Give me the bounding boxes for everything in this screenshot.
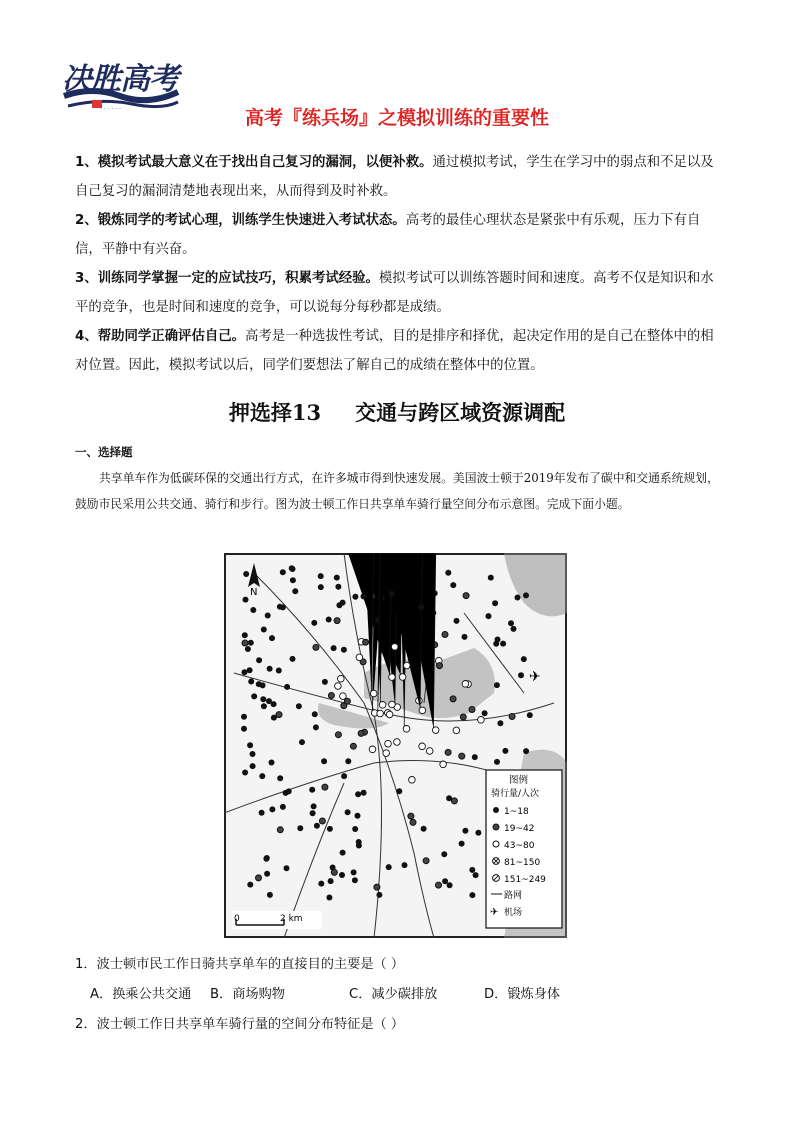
ride-point xyxy=(340,600,346,606)
intro-item-2: 2、锻炼同学的考试心理，训练学生快速进入考试状态。高考的最佳心理状态是紧张中有乐观，压力下有自信，平静中有兴奋。 xyxy=(75,213,701,257)
ride-point xyxy=(408,813,414,819)
ride-point xyxy=(344,698,350,704)
ride-point xyxy=(338,675,345,682)
ride-point xyxy=(358,730,364,736)
ride-point xyxy=(276,668,282,674)
ride-point xyxy=(409,777,416,784)
ride-point xyxy=(248,679,254,685)
ride-point xyxy=(335,732,341,738)
ride-point xyxy=(494,682,500,688)
ride-point xyxy=(243,597,249,603)
ride-point xyxy=(271,701,277,707)
ride-point xyxy=(247,882,253,888)
legend-item-2: 19~42 xyxy=(504,824,535,834)
ride-point xyxy=(404,662,411,669)
ride-point xyxy=(450,582,456,588)
ride-point xyxy=(269,806,275,812)
ride-point xyxy=(445,570,451,576)
ride-point xyxy=(331,645,337,651)
ride-point xyxy=(245,646,251,652)
option-c[interactable]: C．减少碳排放 xyxy=(349,987,438,1002)
ride-point xyxy=(267,666,273,672)
ride-point xyxy=(299,739,305,745)
ride-point xyxy=(488,575,494,581)
ride-point xyxy=(318,573,324,579)
ride-point xyxy=(265,613,271,619)
section-title: 押选择13 交通与跨区域资源调配 xyxy=(228,400,566,425)
ride-point xyxy=(462,828,468,834)
ride-point xyxy=(345,758,351,764)
ride-point xyxy=(509,714,515,720)
ride-point xyxy=(313,644,319,650)
ride-point xyxy=(326,617,332,623)
ride-point xyxy=(383,750,390,757)
question-1-stem: 1．波士顿市民工作日骑共享单车的直接目的主要是（ ） xyxy=(75,957,405,972)
ride-point xyxy=(334,618,340,624)
ride-point xyxy=(352,594,358,600)
ride-point xyxy=(328,878,334,884)
ride-point xyxy=(340,693,347,700)
legend-title: 图例 xyxy=(509,775,529,786)
ride-point xyxy=(447,882,453,888)
ride-point xyxy=(269,635,275,641)
ride-point xyxy=(451,798,457,804)
ride-point xyxy=(475,830,481,836)
option-b[interactable]: B．商场购物 xyxy=(210,987,285,1002)
ride-point xyxy=(469,892,475,898)
legend-item-1: 1~18 xyxy=(504,807,529,817)
ride-point xyxy=(410,819,416,825)
ride-point xyxy=(494,759,500,765)
scale-zero: 0 xyxy=(234,914,240,924)
ride-point xyxy=(267,892,273,898)
ride-point xyxy=(361,593,367,599)
intro-section xyxy=(75,148,725,380)
ride-point xyxy=(339,872,345,878)
ride-point xyxy=(242,640,248,646)
ride-point xyxy=(389,591,395,597)
ride-point xyxy=(284,865,290,871)
ride-point xyxy=(363,639,369,645)
legend-item-5: 151~249 xyxy=(504,875,546,885)
ride-point xyxy=(280,804,286,810)
ride-point xyxy=(341,647,347,653)
ride-point xyxy=(322,784,328,790)
ride-point xyxy=(421,826,427,832)
ride-point xyxy=(310,810,316,816)
ride-point xyxy=(341,773,347,779)
ride-point xyxy=(459,753,465,759)
ride-point xyxy=(256,875,262,881)
ride-point xyxy=(335,683,342,690)
ride-point xyxy=(441,851,447,857)
ride-point xyxy=(247,667,253,673)
ride-point xyxy=(328,693,334,699)
ride-point xyxy=(276,712,282,718)
ride-point xyxy=(284,684,290,690)
ride-point xyxy=(442,878,448,884)
ride-point xyxy=(453,727,460,734)
ride-point xyxy=(309,787,315,793)
ride-point xyxy=(497,720,503,726)
option-a[interactable]: A．换乘公共交通 xyxy=(90,987,192,1002)
ride-point xyxy=(523,592,529,598)
ride-point xyxy=(334,575,340,581)
option-d[interactable]: D．锻炼身体 xyxy=(484,987,561,1002)
ride-point xyxy=(312,711,318,717)
ride-point xyxy=(283,790,289,796)
ride-point xyxy=(437,663,443,669)
ride-point xyxy=(242,669,248,675)
ride-point xyxy=(459,841,465,847)
ride-point xyxy=(521,656,527,662)
ride-point xyxy=(340,850,346,856)
airport-icon: ✈ xyxy=(529,669,541,685)
ride-point xyxy=(389,701,396,708)
ride-point xyxy=(269,760,275,766)
question-type: 一、选择题 xyxy=(75,445,133,459)
ride-point xyxy=(402,862,408,868)
ride-point xyxy=(386,864,392,870)
ride-point xyxy=(473,872,479,878)
ride-point xyxy=(482,710,488,716)
ride-point xyxy=(297,825,303,831)
legend-item-3: 43~80 xyxy=(504,841,535,851)
ride-point xyxy=(248,640,254,646)
ride-point xyxy=(463,593,469,599)
question-2-stem: 2．波士顿工作日共享单车骑行量的空间分布特征是（ ） xyxy=(75,1017,405,1032)
ride-point xyxy=(292,588,298,594)
ride-point xyxy=(385,740,392,747)
scale-bar xyxy=(232,911,322,929)
ride-point xyxy=(502,748,508,754)
ride-point xyxy=(313,724,319,730)
ride-point xyxy=(450,696,456,702)
map-legend xyxy=(486,770,562,928)
ride-point xyxy=(369,746,376,753)
ride-point xyxy=(290,566,296,572)
ride-point xyxy=(271,715,277,721)
ride-point xyxy=(396,788,402,794)
ride-point xyxy=(259,810,265,816)
ride-point xyxy=(256,681,262,687)
ride-point xyxy=(296,703,302,709)
ride-point xyxy=(277,604,283,610)
ride-point xyxy=(335,584,341,590)
ride-point xyxy=(319,818,325,824)
legend-subtitle: 骑行量/人次 xyxy=(491,789,540,799)
ride-point xyxy=(242,632,248,638)
ride-point xyxy=(361,790,367,796)
scale-two-km: 2 km xyxy=(280,914,303,924)
ride-point xyxy=(426,748,433,755)
ride-point xyxy=(311,620,317,626)
ride-point xyxy=(478,717,485,724)
ride-point xyxy=(486,613,492,619)
ride-point xyxy=(356,843,362,849)
ride-point xyxy=(376,892,382,898)
legend-road: 路网 xyxy=(504,891,523,901)
ride-point xyxy=(260,696,266,702)
ride-point xyxy=(352,826,358,832)
legend-airport: 机场 xyxy=(504,908,523,918)
ride-point xyxy=(250,763,256,769)
ride-point xyxy=(277,775,283,781)
ride-point xyxy=(241,714,247,720)
ride-point xyxy=(247,742,253,748)
legend-item-4: 81~150 xyxy=(504,858,541,868)
ride-point xyxy=(386,711,393,718)
ride-point xyxy=(469,867,475,873)
ride-point xyxy=(436,882,442,888)
logo-text: 决胜高考 xyxy=(62,62,178,97)
ride-point xyxy=(345,809,351,815)
intro-item-3: 3、训练同学掌握一定的应试技巧，积累考试经验。模拟考试可以训练答题时间和速度。高考不仅是知识和水平的竞争，也是时间和速度的竞争，可以说每分每秒都是成绩。 xyxy=(75,271,714,315)
boston-bike-map xyxy=(224,553,567,938)
ride-point xyxy=(523,748,529,754)
ride-point xyxy=(508,620,514,626)
ride-point xyxy=(327,826,333,832)
ride-point xyxy=(242,770,248,776)
ride-point xyxy=(374,884,380,890)
ride-point xyxy=(251,693,257,699)
ride-point xyxy=(460,714,466,720)
ride-point xyxy=(356,654,363,661)
ride-point xyxy=(250,751,256,757)
ride-point xyxy=(243,571,249,577)
legend-airport-icon: ✈ xyxy=(490,907,499,918)
question-1-options xyxy=(75,980,725,1010)
ride-point xyxy=(290,577,296,583)
ride-point xyxy=(326,895,332,901)
ride-point xyxy=(462,681,469,688)
ride-point xyxy=(518,672,524,678)
ride-point xyxy=(351,869,357,875)
ride-point xyxy=(469,707,475,713)
ride-point xyxy=(314,823,320,829)
ride-point xyxy=(419,743,426,750)
ride-point xyxy=(495,637,501,643)
ride-point xyxy=(261,703,267,709)
ride-point xyxy=(515,595,521,601)
ride-point xyxy=(423,858,429,864)
ride-point xyxy=(445,749,451,755)
ride-point xyxy=(280,569,286,575)
ride-point xyxy=(472,754,478,760)
ride-point xyxy=(418,604,424,610)
header-title: 高考『练兵场』之模拟训练的重要性 xyxy=(244,107,549,129)
intro-item-4: 4、帮助同学正确评估自己。高考是一种选拔性考试，目的是排序和择优，起决定作用的是自己在整体中的相对位置。因此，模拟考试以后，同学们要想法了解自己的成绩在整体中的位置。 xyxy=(75,329,714,373)
ride-point xyxy=(264,871,270,877)
ride-point xyxy=(322,679,328,685)
logo-subtitle: · · · · · · xyxy=(100,106,121,113)
ride-point xyxy=(527,712,533,718)
ride-point xyxy=(259,773,265,779)
ride-point xyxy=(318,881,324,887)
ride-point xyxy=(391,644,398,651)
ride-point xyxy=(261,627,267,633)
ride-point xyxy=(355,791,361,797)
ride-point xyxy=(462,634,468,640)
ride-point xyxy=(331,869,337,875)
intro-item-1: 1、模拟考试最大意义在于找出自己复习的漏洞，以便补救。通过模拟考试，学生在学习中的弱点和不足以及自己复习的漏洞清楚地表现出来，从而得到及时补救。 xyxy=(75,155,714,199)
ride-point xyxy=(352,877,358,883)
passage: 共享单车作为低碳环保的交通出行方式，在许多城市得到快速发展。美国波士顿于2019年发布了碳中和交通系统规划，鼓励市民采用公共交通、骑行和步行。图为波士顿工作日共享单车骑行量空间分布示意图。完成下面小题。 xyxy=(75,471,719,511)
ride-point xyxy=(241,726,247,732)
ride-point xyxy=(290,656,296,662)
ride-point xyxy=(256,657,262,663)
ride-point xyxy=(394,739,401,746)
ride-point xyxy=(500,641,506,647)
ride-point xyxy=(440,761,447,768)
ride-point xyxy=(250,607,256,613)
ride-point xyxy=(311,803,317,809)
ride-point xyxy=(350,743,356,749)
ride-point xyxy=(321,758,327,764)
ride-point xyxy=(511,626,517,632)
ride-point xyxy=(263,856,269,862)
ride-point xyxy=(318,584,324,590)
north-label: N xyxy=(250,587,258,598)
ride-point xyxy=(277,827,283,833)
questions xyxy=(75,950,725,1040)
ride-point xyxy=(492,600,498,606)
ride-point xyxy=(355,813,361,819)
ride-point xyxy=(442,632,448,638)
ride-point xyxy=(454,618,460,624)
